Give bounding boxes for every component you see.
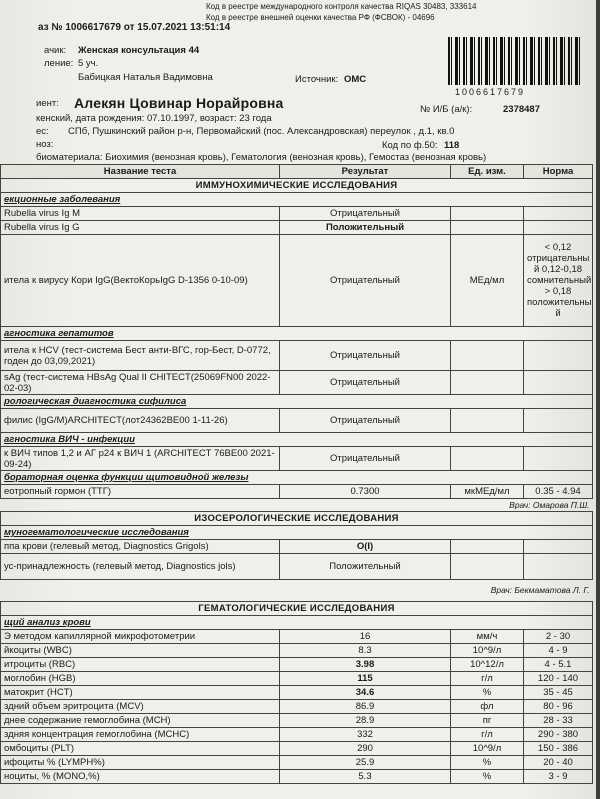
table-cell: 34.6 (280, 686, 451, 700)
table-cell: 4 - 9 (524, 644, 593, 658)
table-cell: рологическая диагностика сифилиса (1, 395, 593, 409)
table-cell (451, 221, 524, 235)
table-cell: ИЗОСЕРОЛОГИЧЕСКИЕ ИССЛЕДОВАНИЯ (1, 512, 593, 526)
signature-row (1, 580, 593, 602)
table-cell: к ВИЧ типов 1,2 и АГ р24 к ВИЧ 1 (ARCHITECT 76BE00 2021-09-24) (1, 447, 280, 471)
table-cell: 8.3 (280, 644, 451, 658)
table-cell (524, 207, 593, 221)
table-cell: 25.9 (280, 756, 451, 770)
riqas-code: Код в реестре международного контроля качества RIQAS 30483, 333614 (206, 2, 477, 11)
table-cell: 35 - 45 (524, 686, 593, 700)
table-row (1, 700, 593, 714)
subsection-hiv (1, 433, 593, 447)
table-cell: агностика гепатитов (1, 327, 593, 341)
table-row (1, 658, 593, 672)
table-cell: 86.9 (280, 700, 451, 714)
table-cell: Отрицательный (280, 371, 451, 395)
table-cell: йкоциты (WBC) (1, 644, 280, 658)
signature-row (1, 499, 593, 512)
table-cell: % (451, 756, 524, 770)
table-row (1, 672, 593, 686)
fsvok-code: Код в реестре внешней оценки качества РФ (ФСВОК) - 04696 (206, 13, 435, 22)
table-cell: фл (451, 700, 524, 714)
table-row (1, 742, 593, 756)
table-cell: 28.9 (280, 714, 451, 728)
table-cell: г/л (451, 728, 524, 742)
table-cell: Положительный (280, 554, 451, 580)
table-row (1, 409, 593, 433)
table-cell: Отрицательный (280, 207, 451, 221)
table-cell: итела к вирусу Кори IgG(ВектоКорьIgG D-1356 0-10-09) (1, 235, 280, 327)
table-cell (524, 447, 593, 471)
table-cell: Rubella virus Ig G (1, 221, 280, 235)
form-code-label: Код по ф.50: (382, 140, 438, 151)
table-cell: 0.35 - 4.94 (524, 485, 593, 499)
table-cell: 150 - 386 (524, 742, 593, 756)
table-cell: еотропный гормон (ТТГ) (1, 485, 280, 499)
table-cell (451, 447, 524, 471)
table-cell: Rubella virus Ig M (1, 207, 280, 221)
table-cell: МЕд/мл (451, 235, 524, 327)
phone-label: ноз: (36, 139, 54, 150)
table-cell: 20 - 40 (524, 756, 593, 770)
table-cell (451, 554, 524, 580)
table-row (1, 686, 593, 700)
subsection-cbc (1, 616, 593, 630)
table-cell: 3.98 (280, 658, 451, 672)
table-cell: муногематологические исследования (1, 526, 593, 540)
table-row (1, 341, 593, 371)
subsection-syphilis (1, 395, 593, 409)
biomaterial: биоматериала: Биохимия (венозная кровь), Гематология (венозная кровь), Гемостаз (венозная кровь) (36, 152, 487, 163)
table-cell: 5.3 (280, 770, 451, 784)
table-row (1, 714, 593, 728)
table-cell: Отрицательный (280, 447, 451, 471)
table-cell: 10^9/л (451, 644, 524, 658)
table-cell: г/л (451, 672, 524, 686)
doctor-name: Бабицкая Наталья Вадимовна (78, 72, 213, 83)
patient-demographics: кенский, дата рождения: 07.10.1997, возраст: 23 года (36, 113, 272, 124)
subsection-infections (1, 193, 593, 207)
table-cell: O(I) (280, 540, 451, 554)
table-cell: 80 - 96 (524, 700, 593, 714)
table-cell: Отрицательный (280, 341, 451, 371)
table-cell (524, 554, 593, 580)
table-row (1, 554, 593, 580)
table-cell: моглобин (HGB) (1, 672, 280, 686)
table-cell: 10^9/л (451, 742, 524, 756)
table-cell (524, 540, 593, 554)
table-cell: ппа крови (гелевый метод, Diagnostics Grigols) (1, 540, 280, 554)
table-cell: ноциты, % (MONO,%) (1, 770, 280, 784)
table-row (1, 221, 593, 235)
table-cell (524, 341, 593, 371)
table-cell (451, 207, 524, 221)
table-cell: здняя концентрация гемоглобина (MCHC) (1, 728, 280, 742)
table-cell: 16 (280, 630, 451, 644)
patient-label: иент: (36, 98, 59, 109)
table-cell: матокрит (HCT) (1, 686, 280, 700)
table-cell: % (451, 770, 524, 784)
source-value: ОМС (344, 74, 367, 85)
col-norm: Норма (524, 165, 593, 179)
table-cell: 290 (280, 742, 451, 756)
table-cell: филис (IgG/M)ARCHITECT(лот24362BE00 1-11-26) (1, 409, 280, 433)
table-row (1, 371, 593, 395)
patient-name: Алекян Цовинар Норайровна (74, 95, 284, 111)
table-cell: 3 - 9 (524, 770, 593, 784)
table-header (1, 165, 593, 179)
table-row (1, 728, 593, 742)
col-result: Результат (280, 165, 451, 179)
table-cell: % (451, 686, 524, 700)
table-row (1, 756, 593, 770)
table-cell: ифоциты % (LYMPH%) (1, 756, 280, 770)
table-cell: sAg (тест-система HBsAg Qual II CHITECT(25069FN00 2022-02-03) (1, 371, 280, 395)
table-cell: агностика ВИЧ - инфекции (1, 433, 593, 447)
table-row (1, 770, 593, 784)
sender-value: Женская консультация 44 (78, 45, 200, 56)
record-label: № И/Б (а/к): (420, 104, 473, 115)
table-cell (451, 341, 524, 371)
table-cell: 28 - 33 (524, 714, 593, 728)
table-row (1, 540, 593, 554)
table-cell: ус-принадлежность (гелевый метод, Diagnostics jols) (1, 554, 280, 580)
table-cell: 4 - 5.1 (524, 658, 593, 672)
sender-label: ачик: (44, 45, 67, 56)
table-row (1, 447, 593, 471)
table-cell: 332 (280, 728, 451, 742)
table-cell: екционные заболевания (1, 193, 593, 207)
department-label: ление: (44, 58, 74, 69)
table-cell (451, 371, 524, 395)
table-row (1, 207, 593, 221)
table-cell: омбоциты (PLT) (1, 742, 280, 756)
table-cell: Положительный (280, 221, 451, 235)
table-cell (524, 221, 593, 235)
table-cell (451, 540, 524, 554)
table-row (1, 630, 593, 644)
col-unit: Ед. изм. (451, 165, 524, 179)
table-cell: итела к HCV (тест-система Бест анти-ВГС, гор-Бест, D-0772, годен до 03,09,2021) (1, 341, 280, 371)
record-value: 2378487 (503, 104, 540, 115)
table-cell: Врач: Омарова П.Ш. (1, 499, 593, 512)
page-edge-shadow (596, 0, 600, 799)
table-row (1, 485, 593, 499)
table-cell: итроциты (RBC) (1, 658, 280, 672)
table-cell: 0.7300 (280, 485, 451, 499)
table-row (1, 644, 593, 658)
address-label: ес: (36, 126, 49, 137)
form-code-value: 118 (444, 140, 460, 151)
address-value: СПб, Пушкинский район р-н, Первомайский (пос. Александровская) переулок , д.1, кв.0 (68, 126, 455, 137)
subsection-thyroid (1, 471, 593, 485)
results-table (0, 164, 593, 784)
table-cell: ИММУНОХИМИЧЕСКИЕ ИССЛЕДОВАНИЯ (1, 179, 593, 193)
table-cell: днее содержание гемоглобина (MCH) (1, 714, 280, 728)
table-cell: Э методом капиллярной микрофотометрии (1, 630, 280, 644)
table-cell (524, 409, 593, 433)
table-cell: пг (451, 714, 524, 728)
table-cell: Врач: Бекмаматова Л. Г. (1, 580, 593, 602)
table-cell (451, 409, 524, 433)
subsection-immunohem (1, 526, 593, 540)
source-label: Источник: (295, 74, 339, 85)
table-cell: 10^12/л (451, 658, 524, 672)
department-value: 5 уч. (78, 58, 99, 69)
section-hemato (1, 602, 593, 616)
section-isosero (1, 512, 593, 526)
table-cell (524, 371, 593, 395)
order-number: аз № 1006617679 от 15.07.2021 13:51:14 (38, 22, 231, 33)
table-cell: Отрицательный (280, 235, 451, 327)
subsection-hepatitis (1, 327, 593, 341)
col-test-name: Название теста (1, 165, 280, 179)
table-cell: 120 - 140 (524, 672, 593, 686)
table-cell: ГЕМАТОЛОГИЧЕСКИЕ ИССЛЕДОВАНИЯ (1, 602, 593, 616)
table-cell: 115 (280, 672, 451, 686)
table-cell: 2 - 30 (524, 630, 593, 644)
table-cell: мкМЕд/мл (451, 485, 524, 499)
section-immuno (1, 179, 593, 193)
table-cell: 290 - 380 (524, 728, 593, 742)
table-cell: бораторная оценка функции щитовидной железы (1, 471, 593, 485)
barcode-number: 1006617679 (455, 87, 526, 97)
table-cell: щий анализ крови (1, 616, 593, 630)
table-cell: < 0,12 отрицательны й 0,12-0,18 сомнительный > 0,18 положительны й (524, 235, 593, 327)
barcode (448, 37, 583, 85)
table-row (1, 235, 593, 327)
table-cell: Отрицательный (280, 409, 451, 433)
table-cell: мм/ч (451, 630, 524, 644)
table-cell: здний объем эритроцита (MCV) (1, 700, 280, 714)
